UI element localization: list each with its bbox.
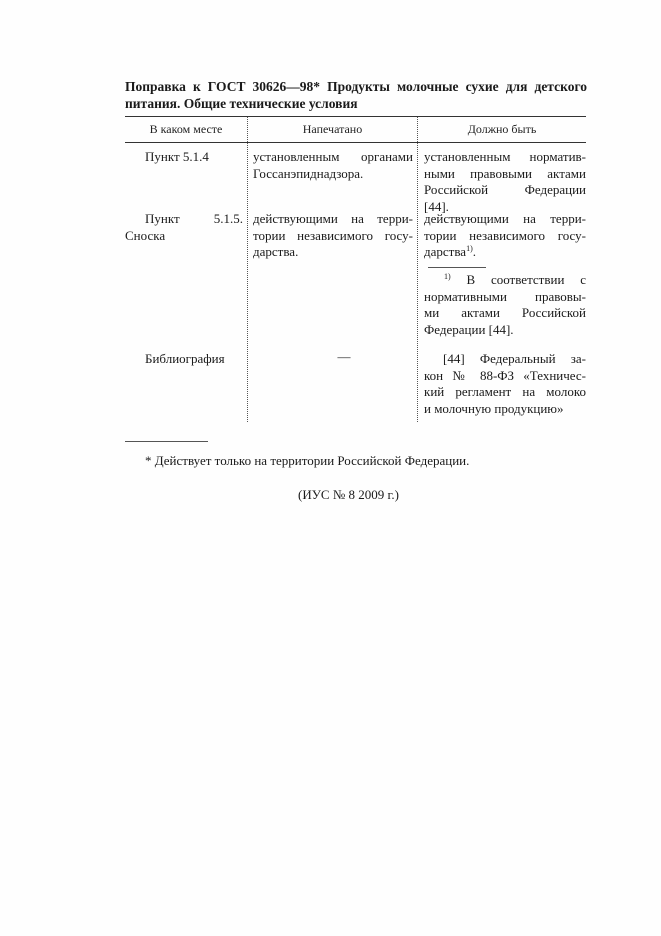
row2-cell-footnote: $^{1)}$ В соответствии с нормативными правовы- ми актами Российской Федерации [44]. <box>424 272 586 337</box>
document-title <box>125 78 587 112</box>
footnote-separator <box>125 441 208 442</box>
table-top-rule <box>125 116 586 117</box>
row2-printed: действующими на терри- тории независимого госу- дарства. <box>253 211 413 259</box>
header-printed: Напечатано <box>302 122 363 136</box>
row3-should-be: [44] Федеральный за- кон № 88-ФЗ «Техничес- кий регламент на молоко и молочную продукцию» <box>424 351 586 416</box>
title-line-1: Поправка к ГОСТ 30626—98* Продукты молочные сухие для детского <box>125 79 587 94</box>
row1-should-be: установленным норматив- ными правовыми актами Российской Федерации [44]. <box>424 149 586 214</box>
row2-place: Пункт 5.1.5. Сноска <box>125 211 243 243</box>
row3-printed: — <box>337 349 351 364</box>
title-line-2: питания. Общие технические условия <box>125 96 358 111</box>
header-place: В каком месте <box>149 122 223 136</box>
row3-place: Библиография <box>145 351 225 366</box>
header-should-be: Должно быть <box>467 122 537 136</box>
footnote-marker: 1) <box>466 244 473 253</box>
page-footnote: * Действует только на территории Российской Федерации. <box>145 453 470 468</box>
column-divider-2 <box>417 117 418 422</box>
column-divider-1 <box>247 117 248 422</box>
cell-footnote-rule <box>428 267 486 268</box>
row2-should-be: действующими на терри- тории независимого госу- дарства$^{1)}$. <box>424 211 586 259</box>
row1-place: Пункт 5.1.4 <box>145 149 209 164</box>
table-header-rule <box>125 142 586 143</box>
row1-printed: установленным органами Госсанэпиднадзора. <box>253 149 413 181</box>
source-reference: (ИУС № 8 2009 г.) <box>298 487 399 502</box>
